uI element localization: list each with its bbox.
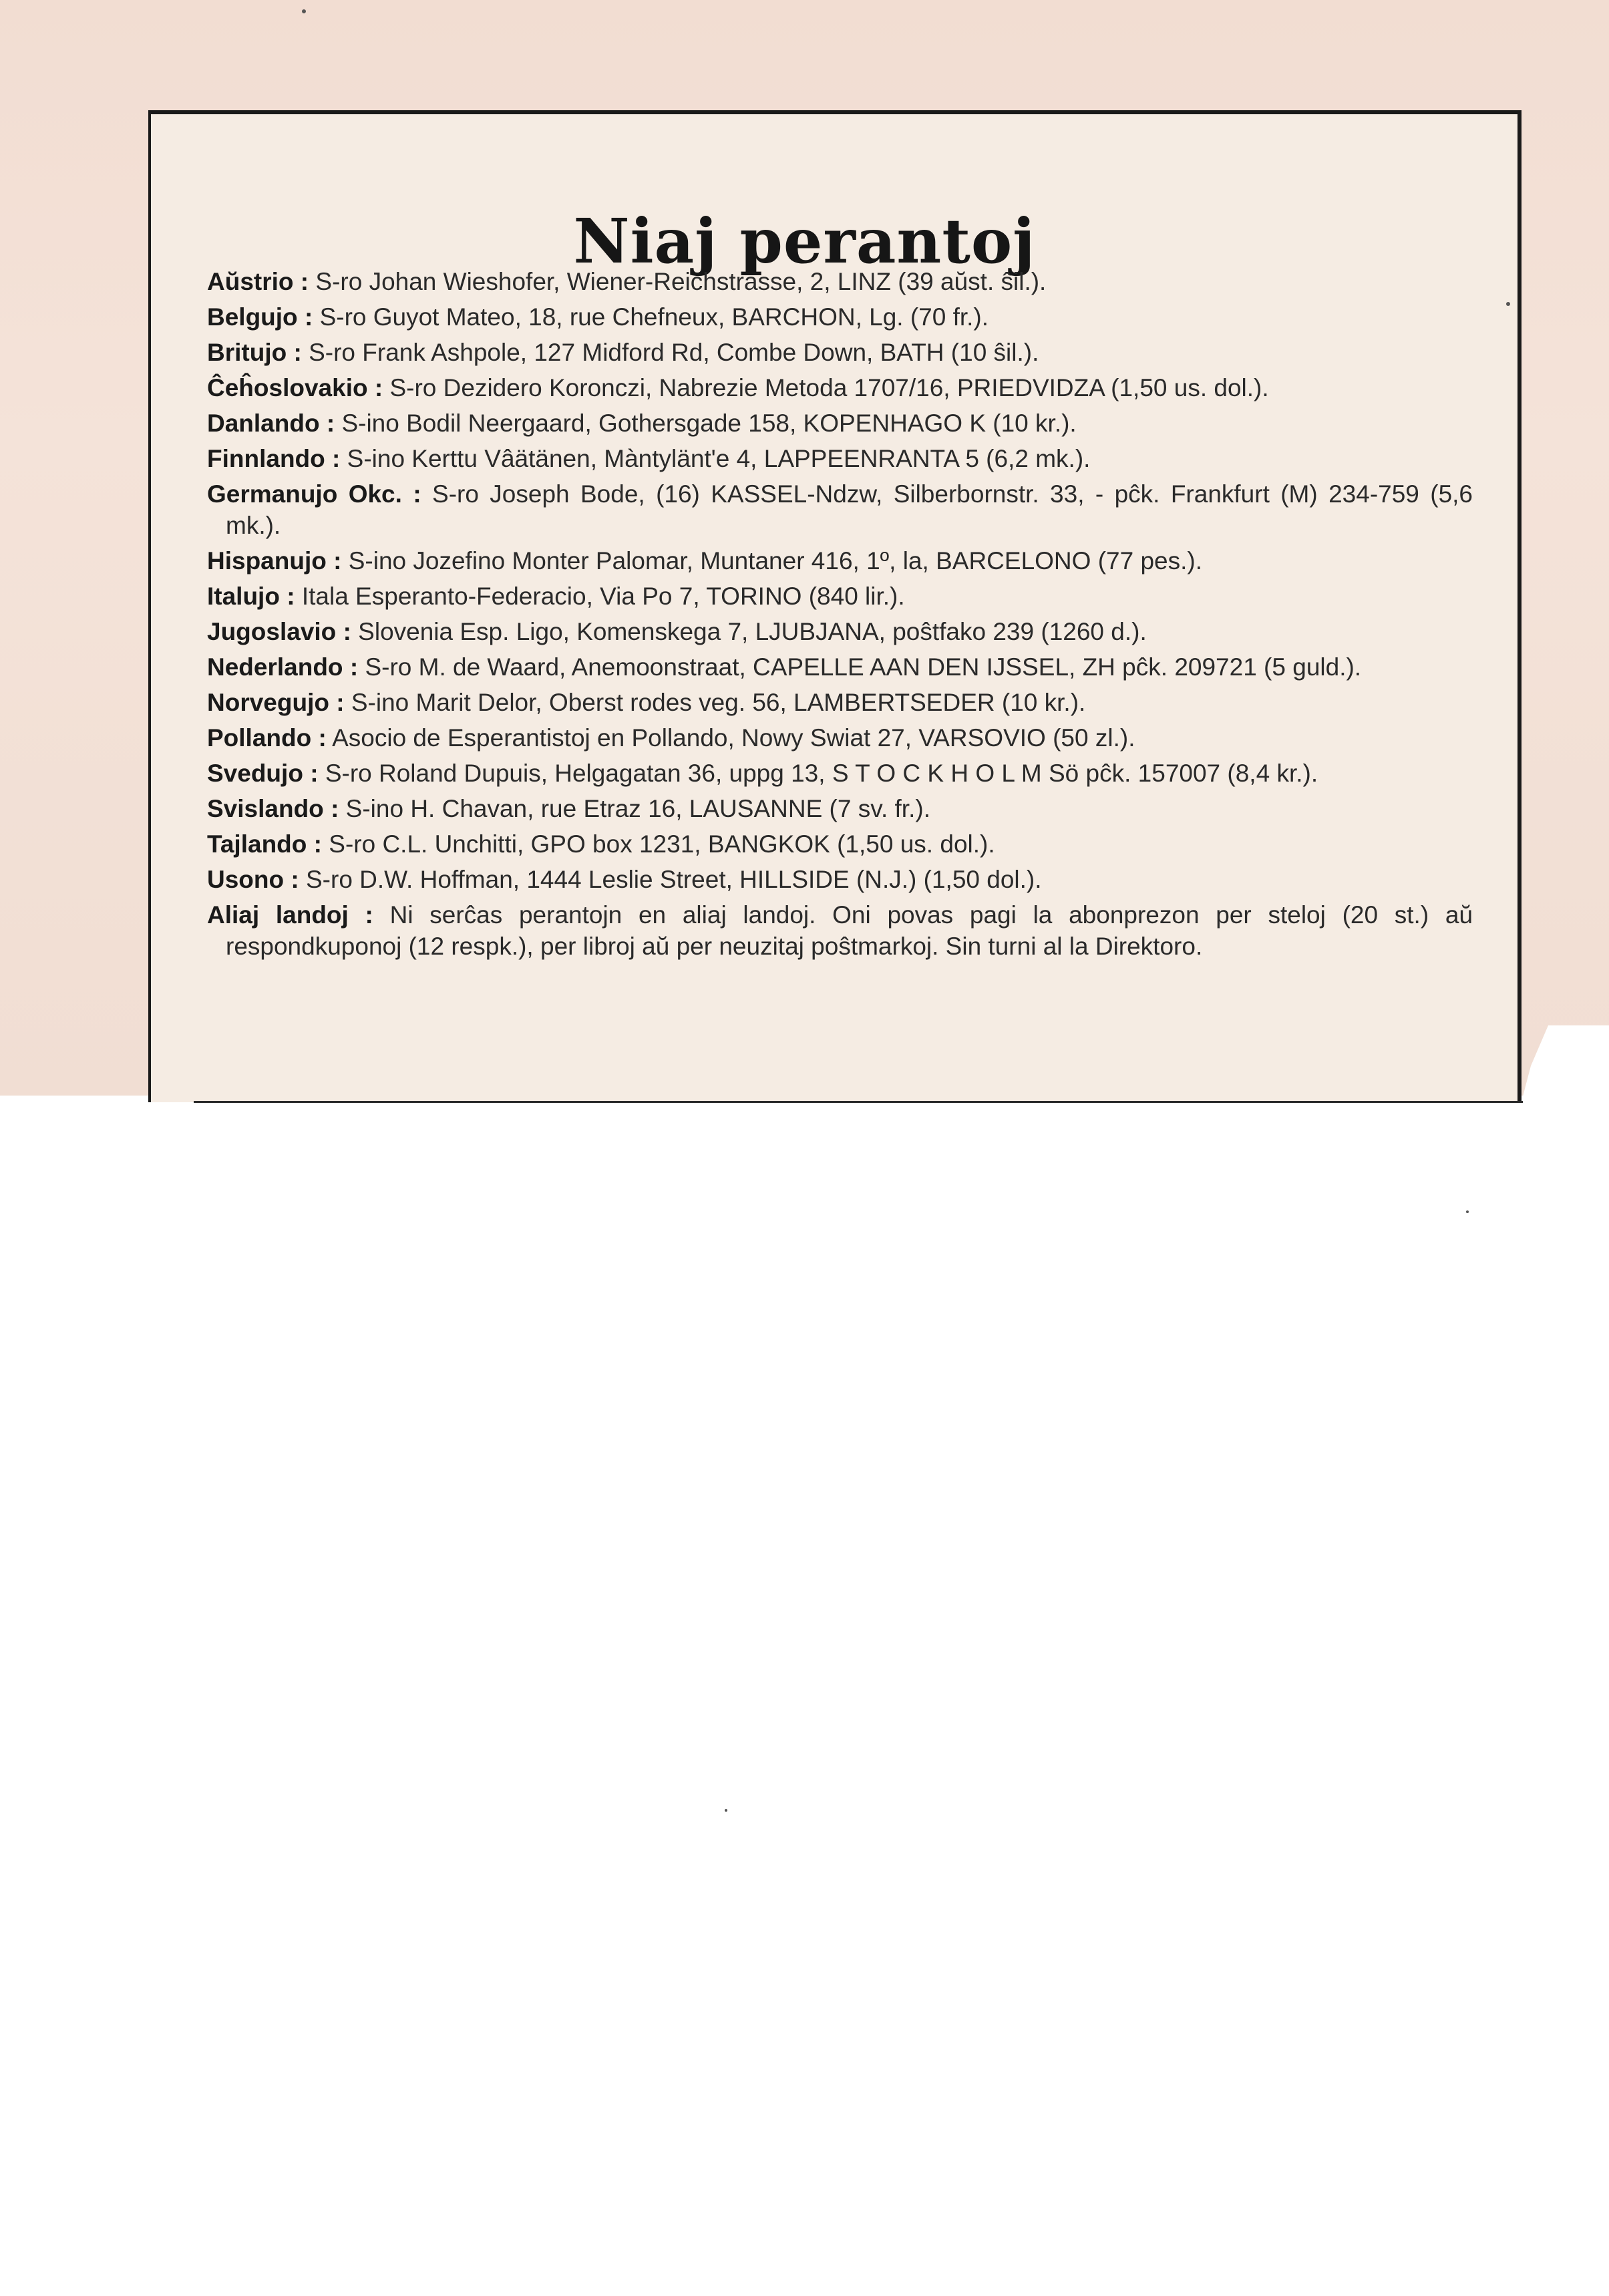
entry-address: S-ro M. de Waard, Anemoonstraat, CAPELLE AAN DEN IJSSEL, ZH pĉk. 209721 (5 guld.). <box>365 653 1362 681</box>
entry-separator: : <box>349 653 359 681</box>
entry-address: Slovenia Esp. Ligo, Komenskega 7, LJUBJANA, poŝtfako 239 (1260 d.). <box>358 618 1147 645</box>
entry-country: Aliaj landoj <box>207 901 349 929</box>
entry-separator: : <box>365 901 373 929</box>
entry-address: Asocio de Esperantistoj en Pollando, Nowy Swiat 27, VARSOVIO (50 zl.). <box>332 724 1135 752</box>
entry-address: S-ro Frank Ashpole, 127 Midford Rd, Combe Down, BATH (10 ŝil.). <box>309 339 1039 366</box>
entry-item <box>207 372 1473 403</box>
entry-address: S-ro Roland Dupuis, Helgagatan 36, uppg 13, S T O C K H O L M Sö pĉk. 157007 (8,4 kr.). <box>325 760 1318 787</box>
entry-item <box>207 722 1473 754</box>
entry-separator: : <box>336 689 345 716</box>
entry-separator: : <box>318 724 327 752</box>
entry-item <box>207 651 1473 683</box>
entry-separator: : <box>332 445 341 472</box>
entry-country: Jugoslavio <box>207 618 337 645</box>
entry-country: Tajlando <box>207 830 307 858</box>
entry-item <box>207 758 1473 789</box>
entry-country: Britujo <box>207 339 287 366</box>
entry-address: S-ro C.L. Unchitti, GPO box 1231, BANGKOK (1,50 us. dol.). <box>329 830 995 858</box>
panel-bottom-rule <box>194 1101 1523 1103</box>
scan-speck <box>1466 1210 1469 1213</box>
entry-item <box>207 443 1473 474</box>
entry-separator: : <box>343 618 351 645</box>
entry-separator: : <box>333 547 342 575</box>
entry-country: Hispanujo <box>207 547 327 575</box>
entry-item <box>207 581 1473 612</box>
entry-item <box>207 899 1473 962</box>
entry-address: S-ro D.W. Hoffman, 1444 Leslie Street, HILLSIDE (N.J.) (1,50 dol.). <box>306 866 1042 893</box>
entry-country: Italujo <box>207 583 280 610</box>
entry-country: Finnlando <box>207 445 325 472</box>
entry-address: Ni serĉas perantojn en aliaj landoj. Oni povas pagi la abonprezon per steloj (20 st.) aŭ respondkuponoj (12 respk.), per libroj aŭ per neuzitaj poŝtmarkoj. Sin turni al la Direktoro. <box>226 901 1473 960</box>
entry-separator: : <box>374 374 383 401</box>
entry-item <box>207 793 1473 824</box>
entry-country: Pollando <box>207 724 312 752</box>
entry-country: Nederlando <box>207 653 343 681</box>
entry-address: S-ino Jozefino Monter Palomar, Muntaner 416, 1º, la, BARCELONO (77 pes.). <box>348 547 1203 575</box>
entry-address: S-ino Kerttu Vâätänen, Màntylänt'e 4, LAPPEENRANTA 5 (6,2 mk.). <box>347 445 1091 472</box>
entry-separator: : <box>313 830 322 858</box>
representatives-list <box>207 266 1473 966</box>
entry-country: Germanujo Okc. <box>207 480 402 508</box>
entry-item <box>207 616 1473 647</box>
entry-separator: : <box>304 303 313 331</box>
entry-address: S-ro Dezidero Koronczi, Nabrezie Metoda 1707/16, PRIEDVIDZA (1,50 us. dol.). <box>389 374 1269 401</box>
entry-separator: : <box>293 339 302 366</box>
entry-address: S-ino Marit Delor, Oberst rodes veg. 56, LAMBERTSEDER (10 kr.). <box>351 689 1086 716</box>
entry-address: S-ino H. Chavan, rue Etraz 16, LAUSANNE (7 sv. fr.). <box>345 795 930 822</box>
entry-address: S-ro Guyot Mateo, 18, rue Chefneux, BARCHON, Lg. (70 fr.). <box>319 303 989 331</box>
entry-country: Svislando <box>207 795 324 822</box>
entry-country: Aŭstrio <box>207 268 294 295</box>
scan-speck <box>725 1809 727 1812</box>
entry-separator: : <box>331 795 339 822</box>
entry-separator: : <box>413 480 421 508</box>
entry-separator: : <box>287 583 295 610</box>
entry-address: Itala Esperanto-Federacio, Via Po 7, TORINO (840 lir.). <box>301 583 905 610</box>
entry-country: Usono <box>207 866 285 893</box>
entry-item <box>207 687 1473 718</box>
entry-item <box>207 337 1473 368</box>
entry-address: S-ro Joseph Bode, (16) KASSEL-Ndzw, Silberbornstr. 33, - pĉk. Frankfurt (M) 234-759 (5,6 mk.). <box>226 480 1473 539</box>
entry-address: S-ro Johan Wieshofer, Wiener-Reichstrasse, 2, LINZ (39 aŭst. ŝil.). <box>315 268 1047 295</box>
entry-item <box>207 478 1473 541</box>
entry-separator: : <box>300 268 309 295</box>
entry-country: Svedujo <box>207 760 303 787</box>
entry-separator: : <box>291 866 299 893</box>
entry-item <box>207 545 1473 577</box>
entry-separator: : <box>326 409 335 437</box>
entry-item <box>207 266 1473 297</box>
entry-item <box>207 828 1473 860</box>
scan-speck <box>1506 302 1510 306</box>
entry-item <box>207 864 1473 895</box>
entry-item <box>207 301 1473 333</box>
scan-speck <box>302 9 306 13</box>
entry-country: Belgujo <box>207 303 298 331</box>
entry-address: S-ino Bodil Neergaard, Gothersgade 158, KOPENHAGO K (10 kr.). <box>341 409 1077 437</box>
entry-country: Ĉeĥoslovakio <box>207 374 368 401</box>
entry-item <box>207 407 1473 439</box>
entry-country: Norvegujo <box>207 689 329 716</box>
page-title: Niaj perantoj <box>573 204 1036 277</box>
entry-separator: : <box>310 760 319 787</box>
entry-country: Danlando <box>207 409 320 437</box>
torn-corner <box>1522 1025 1609 1099</box>
